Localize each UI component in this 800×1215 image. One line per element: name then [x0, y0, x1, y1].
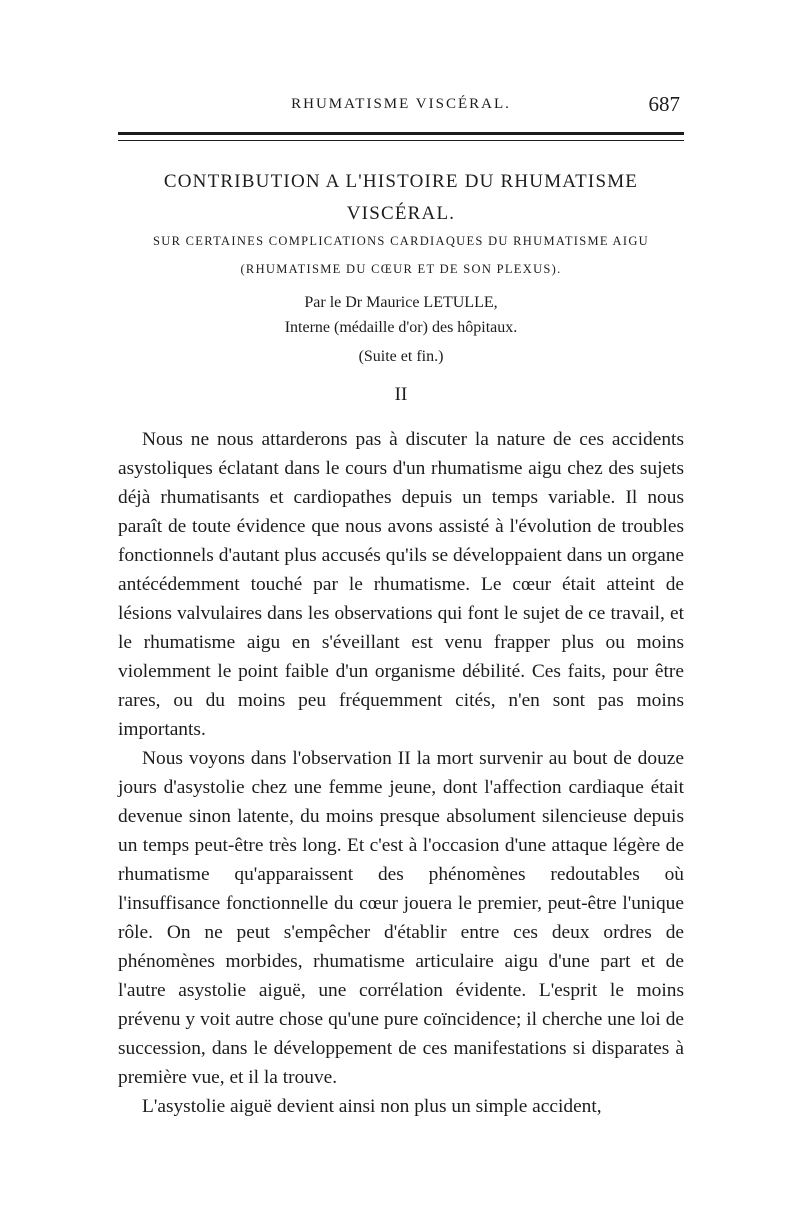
article-subtitle-line-2: (RHUMATISME DU CŒUR ET DE SON PLEXUS).	[240, 262, 562, 276]
header-rule-thin	[118, 140, 684, 141]
body-paragraph: Nous voyons dans l'observation II la mort survenir au bout de douze jours d'asystolie chez une femme jeune, dont l'affection cardiaque était devenue sinon latente, du moins presque absolument silencieuse depuis un temps peut-être très long. Et c'est à l'occasion d'une attaque légère de rhumatisme qu'apparaissent des phénomènes redoutables où l'insuffisance fonctionnelle du cœur jouera le premier, peut-être l'unique rôle. On ne peut s'empêcher d'établir entre ces deux ordres de phénomènes morbides, rhumatisme articulaire aigu d'une part et de l'autre asystolie aiguë, une corrélation évidente. L'esprit le moins prévenu y voit autre chose qu'une pure coïncidence; il cherche une loi de succession, dans le développement de ces manifestations si disparates à première vue, et il la trouve.	[118, 748, 684, 1088]
body-paragraph: L'asystolie aiguë devient ainsi non plus un simple accident,	[142, 1096, 602, 1117]
header-rule-thick	[118, 132, 684, 135]
author-line: Par le Dr Maurice LETULLE,	[304, 294, 498, 311]
body-text	[118, 425, 684, 1121]
article-title-line-1: CONTRIBUTION A L'HISTOIRE DU RHUMATISME	[163, 171, 639, 192]
page-number: 687	[648, 92, 680, 116]
article-title-line-2: VISCÉRAL.	[346, 203, 456, 224]
running-header	[118, 92, 684, 120]
author-affiliation: Interne (médaille d'or) des hôpitaux.	[284, 319, 518, 336]
article-subtitle-line-1: SUR CERTAINES COMPLICATIONS CARDIAQUES DU RHUMATISME AIGU	[153, 234, 649, 248]
section-heading: II	[394, 384, 408, 405]
body-paragraph: Nous ne nous attarderons pas à discuter la nature de ces accidents asystoliques éclatant dans le cours d'un rhumatisme aigu chez des sujets déjà rhumatisants et cardiopathes depuis un temps variable. Il nous paraît de toute évidence que nous avons assisté à l'évolution de troubles fonctionnels d'autant plus accusés qu'ils se développaient dans un organe antécédemment touché par le rhumatisme. Le cœur était atteint de lésions valvulaires dans les observations qui font le sujet de ce travail, et le rhumatisme aigu en s'éveillant est venu frapper plus ou moins violemment le point faible d'un organisme débilité. Ces faits, pour être rares, ou du moins peu fréquemment cités, n'en sont pas moins importants.	[118, 429, 684, 740]
running-title: RHUMATISME VISCÉRAL.	[291, 96, 511, 112]
continuation-note: (Suite et fin.)	[358, 348, 444, 365]
